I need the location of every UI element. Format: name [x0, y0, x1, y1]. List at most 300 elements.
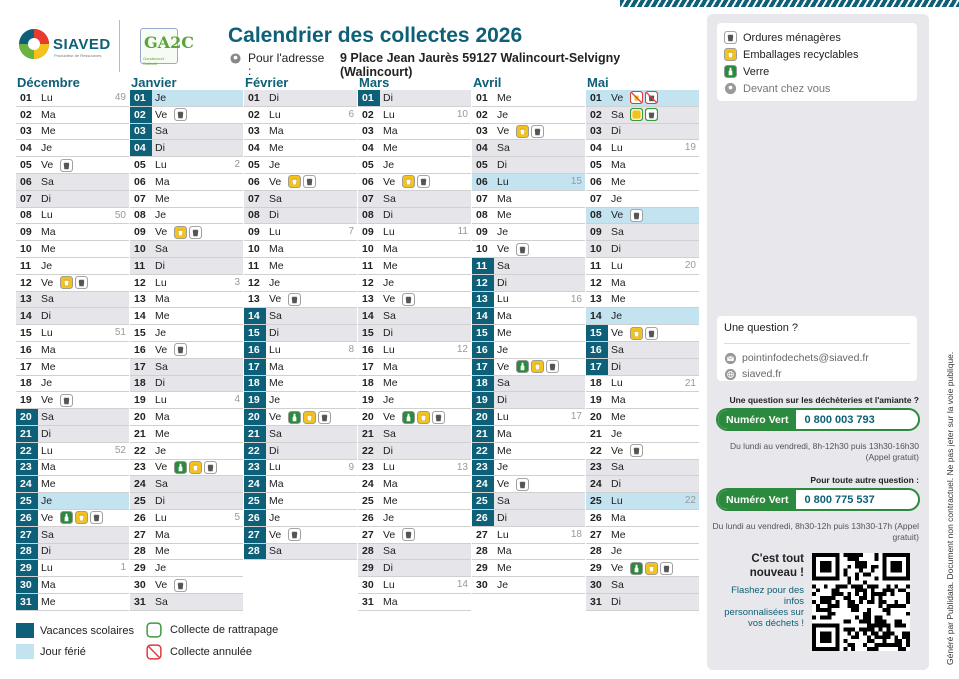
collection-icons [174, 343, 189, 356]
day-name: Ma [611, 276, 626, 289]
day-name: Lu [155, 394, 167, 407]
day-name: Di [611, 595, 621, 608]
hours-2: Du lundi au vendredi, 8h30-12h puis 13h30-17h (Appel gratuit) [712, 521, 919, 542]
day-name: Lu [41, 327, 53, 340]
day-number: 03 [248, 125, 260, 138]
day-name: Me [155, 310, 170, 323]
day-number: 07 [476, 192, 488, 205]
day-number: 19 [20, 394, 32, 407]
day-number: 26 [590, 511, 602, 524]
green-number-label: Numéro Vert [718, 490, 796, 509]
day-row [130, 140, 243, 157]
day-row [358, 191, 471, 208]
collection-icons [288, 175, 318, 188]
green-number-2[interactable] [716, 488, 920, 511]
day-number: 09 [248, 226, 260, 239]
day-row [130, 157, 243, 174]
day-name: Sa [269, 545, 282, 558]
day-number: 11 [248, 259, 260, 272]
day-name: Lu [269, 226, 281, 239]
day-row [130, 191, 243, 208]
day-row [244, 107, 357, 124]
household-waste-icon [174, 343, 187, 356]
day-row [358, 208, 471, 225]
day-row [16, 577, 129, 594]
day-number: 12 [248, 276, 260, 289]
glass-label: Verre [743, 65, 770, 78]
month-column [586, 75, 699, 611]
green-number-value: 0 800 775 537 [804, 493, 875, 506]
day-name: Je [497, 108, 509, 121]
household-waste-icon [174, 579, 187, 592]
household-waste-icon [630, 209, 643, 222]
day-row [472, 560, 585, 577]
day-name: Me [383, 142, 398, 155]
collection-icons [630, 327, 660, 340]
day-number: 15 [244, 325, 266, 341]
day-number: 10 [590, 243, 602, 256]
day-number: 18 [472, 376, 494, 392]
day-name: Je [41, 377, 53, 390]
week-number: 4 [234, 394, 240, 406]
day-number: 11 [472, 258, 494, 274]
day-name: Me [383, 495, 398, 508]
day-row [586, 157, 699, 174]
household-waste-icon [90, 511, 103, 524]
month-name: Avril [473, 75, 502, 90]
day-number: 26 [472, 510, 494, 526]
day-row [472, 359, 585, 376]
day-number: 10 [248, 243, 260, 256]
day-row [130, 527, 243, 544]
recyclable-packaging-icon [724, 48, 737, 61]
day-number: 16 [244, 342, 266, 358]
day-name: Je [383, 511, 395, 524]
day-row [358, 308, 471, 325]
day-number: 22 [244, 443, 266, 459]
day-number: 26 [134, 511, 146, 524]
day-row [16, 409, 129, 426]
day-name: Lu [41, 91, 53, 104]
question-other: Pour toute autre question : [810, 475, 919, 485]
household-waste-icon [546, 360, 559, 373]
day-number: 08 [20, 209, 32, 222]
day-number: 31 [362, 595, 374, 608]
day-row [358, 426, 471, 443]
day-row [244, 174, 357, 191]
day-number: 16 [472, 342, 494, 358]
day-number: 24 [134, 478, 146, 491]
day-name: Di [497, 511, 507, 524]
curbside-label: Devant chez vous [743, 82, 831, 95]
day-name: Ma [383, 125, 398, 138]
collection-icons [174, 108, 189, 121]
month-name: Mars [359, 75, 390, 90]
day-number: 15 [20, 327, 32, 340]
household-waste-icon [432, 411, 445, 424]
day-row [16, 392, 129, 409]
day-name: Ve [497, 125, 510, 138]
day-number: 10 [134, 243, 146, 256]
day-name: Sa [155, 243, 168, 256]
day-number: 31 [134, 595, 146, 608]
day-name: Lu [41, 562, 53, 575]
ga2c-logo-text: GA2C [144, 33, 194, 52]
day-name: Me [497, 209, 512, 222]
day-row [472, 258, 585, 275]
day-row [16, 208, 129, 225]
day-row [16, 594, 129, 611]
day-number: 09 [20, 226, 32, 239]
collection-icons [630, 444, 645, 457]
week-number: 19 [684, 142, 696, 154]
day-row [130, 376, 243, 393]
day-name: Lu [155, 276, 167, 289]
day-number: 11 [590, 259, 602, 272]
day-row [472, 208, 585, 225]
day-row [586, 544, 699, 561]
collection-icons [630, 91, 660, 104]
school-holidays-label: Vacances scolaires [40, 624, 134, 637]
day-number: 02 [590, 108, 602, 121]
day-row [244, 359, 357, 376]
day-row [586, 493, 699, 510]
day-row [16, 493, 129, 510]
day-name: Ve [383, 411, 396, 424]
month-name: Mai [587, 75, 609, 90]
day-row [472, 510, 585, 527]
day-number: 17 [472, 359, 494, 375]
day-name: Ma [155, 293, 170, 306]
day-row [244, 342, 357, 359]
day-row [358, 493, 471, 510]
day-row [586, 258, 699, 275]
day-row [358, 174, 471, 191]
household-waste-icon [531, 125, 544, 138]
day-row [16, 359, 129, 376]
generated-by-notice: Généré par Publidata. Document non contractuel. Ne pas jeter sur la voie publique. [945, 351, 955, 665]
cancelled-collection-label: Collecte annulée [170, 646, 252, 658]
day-row [244, 208, 357, 225]
day-number: 20 [362, 411, 374, 424]
day-number: 25 [134, 495, 146, 508]
day-row [472, 224, 585, 241]
day-row [244, 409, 357, 426]
day-name: Lu [269, 343, 281, 356]
day-name: Lu [497, 293, 509, 306]
day-number: 12 [134, 276, 146, 289]
day-number: 20 [472, 409, 494, 425]
day-name: Ve [269, 528, 282, 541]
question-dechetteries: Une question sur les déchèteries et l'amiante ? [729, 395, 919, 405]
day-number: 04 [20, 142, 32, 155]
catch-up-collection-label: Collecte de rattrapage [170, 624, 279, 636]
day-row [358, 392, 471, 409]
day-name: Me [269, 495, 284, 508]
week-number: 9 [348, 461, 354, 473]
day-name: Je [155, 91, 167, 104]
day-row [130, 476, 243, 493]
day-row [586, 409, 699, 426]
day-name: Di [41, 192, 51, 205]
day-number: 24 [362, 478, 374, 491]
cancelled-household-waste-icon [645, 91, 658, 104]
day-number: 27 [362, 528, 374, 541]
day-number: 14 [362, 310, 374, 323]
day-name: Sa [269, 192, 282, 205]
day-row [244, 476, 357, 493]
household-waste-icon [60, 159, 73, 172]
public-holiday-label: Jour férié [40, 645, 86, 658]
week-number: 8 [348, 343, 354, 355]
day-number: 28 [134, 545, 146, 558]
day-number: 08 [590, 209, 602, 222]
day-name: Je [497, 226, 509, 239]
week-number: 17 [570, 411, 582, 423]
day-row [244, 426, 357, 443]
day-name: Di [155, 495, 165, 508]
day-name: Lu [383, 579, 395, 591]
day-row [586, 275, 699, 292]
day-row [16, 107, 129, 124]
glass-icon [174, 461, 187, 474]
day-number: 29 [476, 562, 488, 575]
day-name: Ma [497, 192, 512, 205]
day-row [244, 258, 357, 275]
day-name: Je [269, 159, 281, 172]
day-name: Sa [383, 545, 396, 558]
day-name: Di [383, 327, 393, 340]
day-row [16, 224, 129, 241]
day-row [472, 241, 585, 258]
day-name: Ve [611, 209, 624, 222]
day-row [16, 241, 129, 258]
day-number: 30 [134, 579, 146, 591]
day-number: 24 [16, 476, 38, 492]
week-number: 13 [456, 461, 468, 473]
week-number: 21 [684, 377, 696, 389]
day-row [244, 308, 357, 325]
month-column [358, 75, 471, 611]
day-number: 15 [134, 327, 146, 340]
day-row [16, 426, 129, 443]
day-number: 19 [472, 392, 494, 408]
collection-icons [288, 528, 303, 541]
week-number: 11 [457, 226, 468, 238]
day-number: 30 [590, 579, 602, 591]
day-name: Ma [41, 226, 56, 239]
day-number: 26 [362, 511, 374, 524]
household-waste-icon [417, 175, 430, 188]
day-name: Lu [41, 209, 53, 222]
day-row [472, 124, 585, 141]
legend-school-holidays [16, 623, 134, 638]
day-name: Lu [155, 159, 167, 172]
day-number: 09 [362, 226, 374, 239]
day-number: 08 [248, 209, 260, 222]
day-row [130, 560, 243, 577]
collection-icons [630, 209, 645, 222]
day-name: Di [269, 209, 279, 222]
day-number: 06 [362, 175, 374, 188]
recyclable-packaging-icon [75, 511, 88, 524]
day-row [358, 157, 471, 174]
email-row [724, 350, 910, 366]
day-number: 25 [472, 493, 494, 509]
day-number: 17 [20, 360, 32, 373]
day-number: 19 [244, 392, 266, 408]
day-name: Di [269, 444, 279, 457]
day-row [244, 275, 357, 292]
cancelled-collection-icon [146, 644, 162, 660]
week-number: 50 [114, 209, 126, 221]
day-row [586, 325, 699, 342]
day-name: Me [155, 545, 170, 558]
day-row [472, 325, 585, 342]
day-row [130, 107, 243, 124]
day-name: Je [269, 511, 281, 524]
collection-icons [60, 159, 75, 172]
day-number: 06 [476, 175, 488, 188]
contact-divider [724, 343, 910, 344]
day-row [16, 174, 129, 191]
day-name: Di [383, 562, 393, 575]
day-name: Je [269, 276, 281, 289]
day-name: Me [611, 528, 626, 541]
day-name: Ma [497, 545, 512, 558]
day-number: 05 [362, 159, 374, 172]
day-row [586, 426, 699, 443]
day-number: 04 [362, 142, 374, 155]
day-row [244, 191, 357, 208]
day-number: 29 [590, 562, 602, 575]
green-number-1[interactable] [716, 408, 920, 431]
household-waste-icon [516, 243, 529, 256]
day-row [16, 443, 129, 460]
day-name: Ve [155, 226, 168, 239]
day-number: 24 [472, 476, 494, 492]
day-name: Ve [41, 159, 54, 172]
day-name: Sa [497, 377, 510, 390]
day-number: 21 [472, 426, 494, 442]
day-row [358, 376, 471, 393]
glass-icon [402, 411, 415, 424]
day-row [130, 359, 243, 376]
email-link[interactable]: pointinfodechets@siaved.fr [742, 352, 869, 364]
day-name: Ma [611, 394, 626, 407]
day-name: Di [383, 444, 393, 457]
day-row [130, 292, 243, 309]
legend-public-holiday [16, 644, 86, 659]
day-number: 23 [590, 461, 602, 474]
recyclable-packaging-icon [174, 226, 187, 239]
day-name: Di [41, 427, 51, 440]
day-name: Ma [383, 595, 398, 608]
day-row [130, 426, 243, 443]
day-row [16, 124, 129, 141]
day-number: 12 [20, 276, 32, 289]
address-label: Pour l'adresse : [248, 51, 325, 78]
recyclable-packaging-icon [531, 360, 544, 373]
day-name: Je [497, 343, 509, 356]
day-number: 08 [476, 209, 488, 222]
household-waste-icon [402, 293, 415, 306]
household-waste-label: Ordures ménagères [743, 31, 841, 44]
day-row [16, 342, 129, 359]
week-number: 16 [570, 293, 582, 305]
day-number: 27 [134, 528, 146, 541]
day-name: Je [497, 461, 509, 474]
day-name: Sa [611, 108, 624, 121]
day-name: Je [41, 259, 53, 272]
day-number: 07 [590, 192, 602, 205]
qr-code[interactable] [812, 553, 910, 651]
day-row [586, 208, 699, 225]
day-number: 01 [20, 91, 32, 104]
day-row [244, 527, 357, 544]
day-name: Je [269, 394, 281, 407]
day-number: 22 [16, 443, 38, 459]
day-row [358, 140, 471, 157]
day-row [16, 527, 129, 544]
day-number: 03 [590, 125, 602, 138]
catch-up-household-waste-icon [645, 108, 658, 121]
day-name: Di [611, 125, 621, 138]
day-name: Lu [41, 444, 53, 457]
week-number: 10 [456, 108, 468, 120]
week-number: 51 [114, 327, 126, 339]
day-name: Ve [155, 108, 168, 121]
website-link[interactable]: siaved.fr [742, 368, 782, 380]
day-name: Ma [383, 478, 398, 491]
week-number: 12 [456, 343, 468, 355]
day-name: Di [41, 545, 51, 558]
day-name: Lu [497, 411, 509, 424]
household-waste-icon [318, 411, 331, 424]
day-row [586, 90, 699, 107]
glass-icon [516, 360, 529, 373]
day-number: 02 [362, 108, 374, 121]
day-row [472, 426, 585, 443]
day-name: Ve [155, 461, 168, 474]
day-name: Sa [497, 259, 510, 272]
day-row [472, 308, 585, 325]
day-name: Di [155, 142, 165, 155]
week-number: 3 [234, 276, 240, 288]
day-name: Ma [41, 461, 56, 474]
day-row [16, 140, 129, 157]
day-number: 20 [590, 411, 602, 424]
day-row [244, 493, 357, 510]
day-name: Lu [383, 461, 395, 474]
day-name: Ve [497, 360, 510, 373]
day-name: Ve [611, 327, 624, 340]
day-number: 16 [134, 343, 146, 356]
day-name: Je [383, 276, 395, 289]
day-number: 13 [362, 293, 374, 306]
month-name: Janvier [131, 75, 177, 90]
catch-up-collection-icon [146, 622, 162, 638]
day-row [358, 124, 471, 141]
week-number: 22 [684, 495, 696, 507]
day-number: 28 [244, 544, 266, 560]
day-number: 10 [20, 243, 32, 256]
day-name: Je [611, 545, 623, 558]
week-number: 2 [234, 159, 240, 171]
day-row [358, 90, 471, 107]
day-number: 04 [248, 142, 260, 155]
page-title: Calendrier des collectes 2026 [228, 24, 523, 47]
